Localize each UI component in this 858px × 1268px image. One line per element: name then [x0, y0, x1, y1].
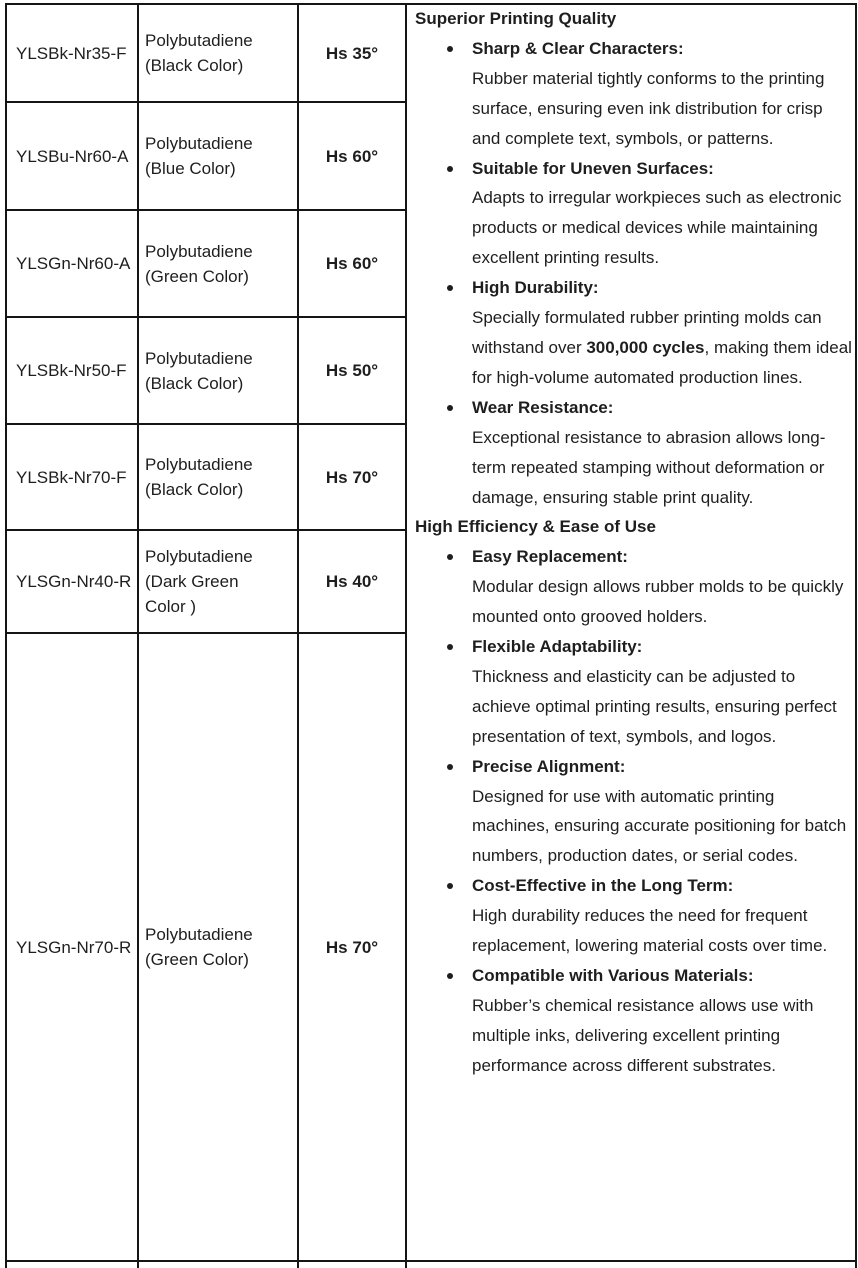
- bullet-icon: [447, 883, 453, 889]
- bullet-icon: [447, 764, 453, 770]
- feature-body-text: Designed for use with automatic printing machines, ensuring accurate positioning for batch numbers, production dates, or serial codes.: [472, 786, 847, 866]
- bullet-icon: [447, 285, 453, 291]
- feature-item-title: Flexible Adaptability:: [472, 637, 643, 657]
- feature-item-body: [472, 572, 853, 632]
- features-cell: [407, 5, 855, 1262]
- feature-body-text: Specially formulated rubber printing molds can withstand over: [472, 308, 822, 357]
- feature-body-text: Exceptional resistance to abrasion allows long-term repeated stamping without deformation or damage, ensuring stable print quality.: [472, 427, 826, 507]
- feature-body-text: Adapts to irregular workpieces such as electronic products or medical devices while maintaining excellent printing results.: [472, 188, 842, 268]
- feature-item-body: [472, 423, 853, 513]
- feature-item-body: [472, 64, 853, 154]
- material-cell: Polybutadiene (Black Color): [139, 5, 299, 103]
- feature-item: [415, 393, 853, 513]
- feature-body-text: High durability reduces the need for frequent replacement, lowering material costs over time.: [472, 906, 828, 956]
- material-cell: Polybutadiene (Blue Color): [139, 103, 299, 211]
- feature-item-body: [472, 183, 853, 273]
- feature-item: [415, 154, 853, 274]
- feature-item-title: Easy Replacement:: [472, 547, 628, 567]
- material-cell: Polybutadiene (Black Color): [139, 318, 299, 425]
- bullet-icon: [447, 554, 453, 560]
- feature-item-body: [472, 901, 853, 961]
- feature-item-title: High Durability:: [472, 278, 599, 298]
- material-cell: Polybutadiene (Dark Green Color ): [139, 531, 299, 634]
- bullet-icon: [447, 166, 453, 172]
- feature-item-title: Cost-Effective in the Long Term:: [472, 876, 734, 896]
- bullet-icon: [447, 644, 453, 650]
- feature-item-body: [472, 662, 853, 752]
- feature-body-text: Modular design allows rubber molds to be quickly mounted onto grooved holders.: [472, 577, 844, 627]
- cut-off-row-cell: [407, 1262, 855, 1268]
- model-cell: YLSGn-Nr40-R: [7, 531, 139, 634]
- feature-item: [415, 632, 853, 752]
- feature-item: [415, 273, 853, 393]
- model-cell: YLSBu-Nr60-A: [7, 103, 139, 211]
- bullet-icon: [447, 405, 453, 411]
- feature-body-text: , making them ideal for high-volume automated production lines.: [472, 337, 852, 387]
- feature-item: [415, 961, 853, 1081]
- feature-item-title: Precise Alignment:: [472, 756, 626, 776]
- feature-body-text: Thickness and elasticity can be adjusted to achieve optimal printing results, ensuring perfect presentation of text, symbols, and logos.: [472, 666, 837, 746]
- hardness-cell: Hs 60°: [299, 211, 407, 318]
- feature-body-text: 300,000 cycles: [586, 337, 705, 357]
- feature-item-title: Sharp & Clear Characters:: [472, 38, 684, 58]
- hardness-cell: Hs 35°: [299, 5, 407, 103]
- model-cell: YLSGn-Nr70-R: [7, 634, 139, 1262]
- model-cell: YLSBk-Nr35-F: [7, 5, 139, 103]
- model-cell: YLSGn-Nr60-A: [7, 211, 139, 318]
- feature-item: [415, 542, 853, 632]
- material-cell: Polybutadiene (Black Color): [139, 425, 299, 531]
- feature-body-text: Rubber’s chemical resistance allows use with multiple inks, delivering excellent printing performance across different substrates.: [472, 995, 814, 1075]
- feature-item: [415, 871, 853, 961]
- features-content: [415, 4, 853, 1081]
- cut-off-row-cell: [7, 1262, 139, 1268]
- hardness-cell: Hs 60°: [299, 103, 407, 211]
- feature-item-body: [472, 782, 853, 872]
- feature-section-heading: High Efficiency & Ease of Use: [415, 517, 656, 537]
- hardness-cell: Hs 50°: [299, 318, 407, 425]
- feature-body-text: Rubber material tightly conforms to the printing surface, ensuring even ink distribution for crisp and complete text, symbols, or patterns.: [472, 68, 825, 148]
- feature-item-title: Wear Resistance:: [472, 397, 614, 417]
- product-spec-table: [5, 3, 857, 1268]
- bullet-icon: [447, 46, 453, 52]
- feature-item-title: Compatible with Various Materials:: [472, 966, 754, 985]
- cut-off-row-cell: [139, 1262, 299, 1268]
- model-cell: YLSBk-Nr70-F: [7, 425, 139, 531]
- hardness-cell: Hs 40°: [299, 531, 407, 634]
- bullet-icon: [447, 973, 453, 979]
- model-cell: YLSBk-Nr50-F: [7, 318, 139, 425]
- feature-item: [415, 34, 853, 154]
- feature-section-heading: Superior Printing Quality: [415, 9, 617, 28]
- cut-off-row-cell: [299, 1262, 407, 1268]
- feature-item-title: Suitable for Uneven Surfaces:: [472, 158, 714, 178]
- feature-item-body: [472, 303, 853, 393]
- material-cell: Polybutadiene (Green Color): [139, 634, 299, 1262]
- feature-item: [415, 752, 853, 872]
- material-cell: Polybutadiene (Green Color): [139, 211, 299, 318]
- feature-item-body: [472, 991, 853, 1081]
- hardness-cell: Hs 70°: [299, 634, 407, 1262]
- hardness-cell: Hs 70°: [299, 425, 407, 531]
